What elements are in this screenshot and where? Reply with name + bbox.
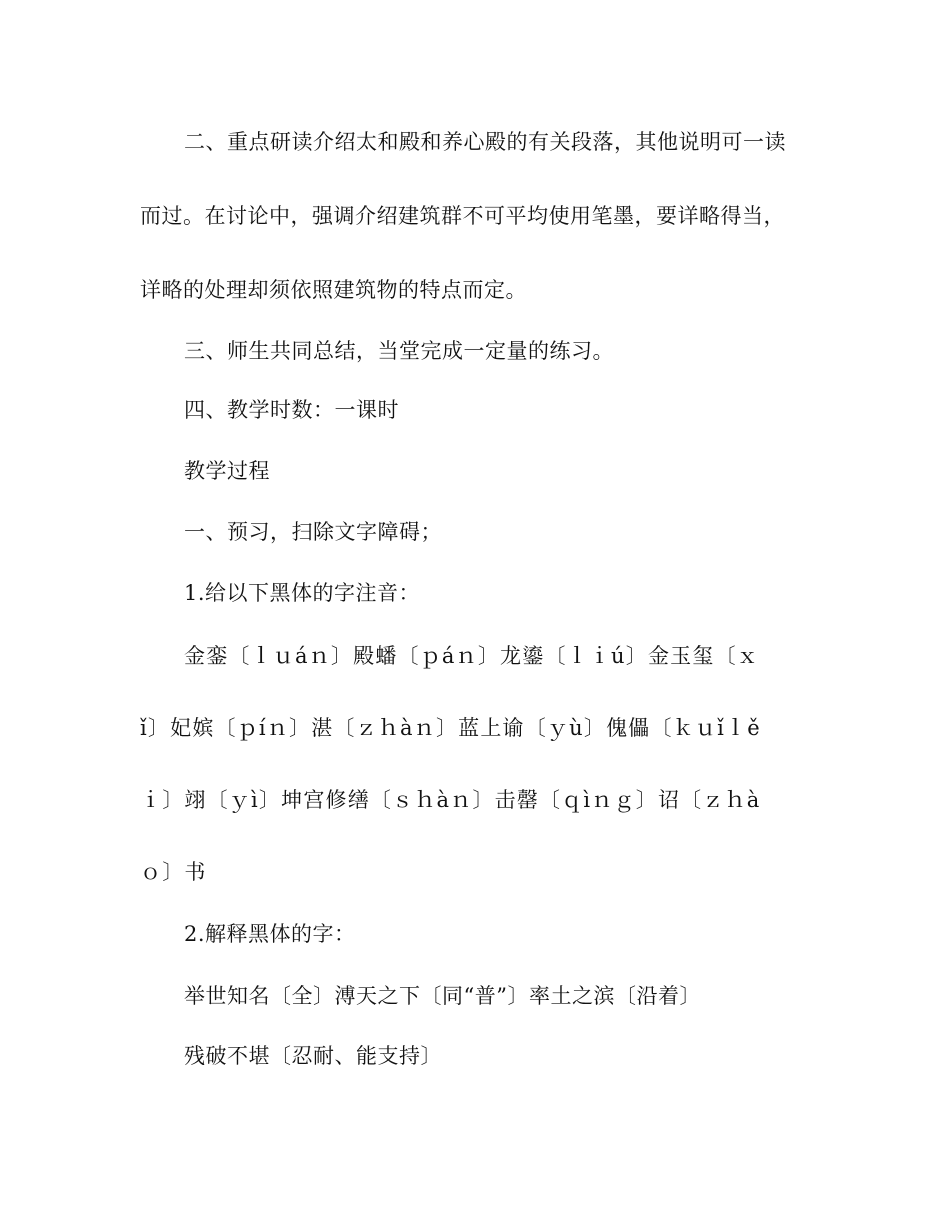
pinyin-list-line-1: 金銮〔ｌｕáｎ〕殿蟠〔ｐáｎ〕龙鎏〔ｌｉú〕金玉玺〔ｘ <box>184 644 759 668</box>
paragraph-key-reading-line-2: 而过。在讨论中，强调介绍建筑群不可平均使用笔墨，要详略得当， <box>140 204 785 228</box>
paragraph-key-reading-line-1: 二、重点研读介绍太和殿和养心殿的有关段落，其他说明可一读 <box>184 130 786 154</box>
pinyin-list-line-2: ǐ〕妃嫔〔ｐíｎ〕湛〔ｚｈàｎ〕蓝上谕〔ｙù〕傀儡〔ｋｕǐｌě <box>140 716 761 740</box>
heading-teaching-process: 教学过程 <box>184 459 270 483</box>
paragraph-explain-task: 2.解释黑体的字： <box>184 922 356 946</box>
pinyin-list-line-4: ｏ〕书 <box>140 860 207 884</box>
paragraph-pinyin-task: 1.给以下黑体的字注音： <box>184 581 421 605</box>
paragraph-key-reading-line-3: 详略的处理却须依照建筑物的特点而定。 <box>140 278 527 302</box>
paragraph-teaching-hours: 四、教学时数：一课时 <box>184 398 399 422</box>
paragraph-summary: 三、师生共同总结，当堂完成一定量的练习。 <box>184 339 614 363</box>
pinyin-list-line-3: ｉ〕翊〔ｙì〕坤宫修缮〔ｓｈàｎ〕击罄〔ｑìｎｇ〕诏〔ｚｈà <box>140 788 761 812</box>
explanation-line-2: 残破不堪〔忍耐、能支持〕 <box>184 1044 442 1068</box>
explanation-line-1: 举世知名〔全〕溥天之下〔同“普”〕率土之滨〔沿着〕 <box>184 984 701 1008</box>
paragraph-preview: 一、预习，扫除文字障碍； <box>184 520 442 544</box>
